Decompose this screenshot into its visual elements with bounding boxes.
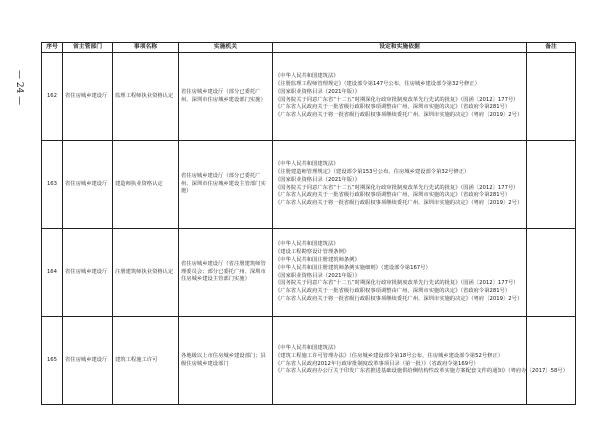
- row-department: 省住房城乡建设厅: [63, 317, 113, 405]
- row-item-name: 注册建筑师执业资格认定: [113, 229, 179, 317]
- row-item-name: 建造师执业资格认定: [113, 141, 179, 229]
- row-basis: [273, 317, 569, 405]
- basis-line: 《中华人民共和国建筑法》: [275, 161, 339, 168]
- row-item-name: 建筑工程施工许可: [113, 317, 179, 405]
- row-agency: 省住房城乡建设厅（部分已委托广州、深圳市住房城乡建设部门实施）: [179, 53, 273, 141]
- row-remarks: [527, 317, 576, 405]
- basis-line: 《广东省人民政府关于将一批省级行政职权事项继续委托广州、深圳市实施的决定》（粤府〔2019〕2号）: [275, 295, 523, 302]
- row-remarks: [527, 53, 576, 141]
- row-agency: 各地级以上市住房城乡建设部门；县级住房城乡建设部门: [179, 317, 273, 405]
- basis-line: 《中华人民共和国建筑法》: [275, 344, 339, 351]
- basis-line: 《注册建造师管理规定》（建设部令第153号公布，住房城乡建设部令第32号修正）: [275, 168, 470, 175]
- table-row: [42, 229, 576, 317]
- basis-line: 《国家职业资格目录（2021年版）》: [275, 88, 360, 95]
- row-serial: 164: [42, 229, 63, 317]
- table-row: [42, 317, 576, 405]
- header-remarks: 备注: [527, 43, 576, 53]
- table-row: [42, 141, 576, 229]
- row-remarks: [527, 141, 576, 229]
- page-number-text: — 24 —: [14, 70, 24, 106]
- header-department: 省主管部门: [63, 43, 113, 53]
- row-item-name: 监理工程师执业资格认定: [113, 53, 179, 141]
- basis-line: 《广东省人民政府关于一批省级行政职权事项调整由广州、深圳市实施的决定》（省政府令第281号）: [275, 288, 511, 295]
- basis-line: 《中华人民共和国注册建筑师条例实施细则》（建设部令第167号）: [275, 264, 431, 271]
- row-serial: 162: [42, 53, 63, 141]
- header-serial: 序号: [42, 43, 63, 53]
- basis-line: 《建设工程勘察设计管理条例》: [275, 249, 350, 256]
- header-agency: 实施机关: [179, 43, 273, 53]
- row-department: 省住房城乡建设厅: [63, 229, 113, 317]
- table-header-row: [42, 43, 576, 53]
- row-department: 省住房城乡建设厅: [63, 53, 113, 141]
- header-basis: 设定和实施依据: [273, 43, 527, 53]
- basis-line: 《广东省人民政府2012年行政审批制度改革事项目录（第一批）》（省政府令第169号）: [275, 360, 479, 367]
- basis-line: 《中华人民共和国注册建筑师条例》: [275, 256, 360, 263]
- basis-line: 《广东省人民政府关于一批省级行政职权事项调整由广州、深圳市实施的决定》（省政府令第281号）: [275, 104, 511, 111]
- row-agency: 省住房城乡建设厅（部分已委托广州、深圳市住房城乡建设主管部门实施）: [179, 141, 273, 229]
- header-item-name: 事项名称: [113, 43, 179, 53]
- basis-line: 《广东省人民政府关于将一批省级行政职权事项继续委托广州、深圳市实施的决定》（粤府〔2019〕2号）: [275, 200, 523, 207]
- basis-line: 《广东省人民政府办公厅关于印发广东省推进基础设施供给侧结构性改革实施方案配套文件的通知》（粤府办〔2017〕58号）: [275, 368, 569, 375]
- row-basis: [273, 229, 527, 317]
- basis-line: 《国家职业资格目录（2021年版）》: [275, 272, 360, 279]
- basis-line: 《建筑工程施工许可管理办法》（住房城乡建设部令第18号公布，住房城乡建设部令第52号修正）: [275, 352, 504, 359]
- row-department: 省住房城乡建设厅: [63, 141, 113, 229]
- basis-line: 《国务院关于同意广东省“十二五”时期深化行政审批制度改革先行先试的批复》（国函〔2012〕177号）: [275, 184, 519, 191]
- row-agency: 省住房城乡建设厅（省注册建筑师管理委员会；部分已委托广州、深圳市住房城乡建设主管部门实施）: [179, 229, 273, 317]
- basis-line: 《注册监理工程师管理规定》（建设部令第147号公布，住房城乡建设部令第32号修正）: [275, 80, 480, 87]
- row-serial: 165: [42, 317, 63, 405]
- basis-line: 《中华人民共和国建筑法》: [275, 241, 339, 248]
- row-basis: [273, 141, 527, 229]
- row-serial: 163: [42, 141, 63, 229]
- basis-line: 《中华人民共和国建筑法》: [275, 73, 339, 80]
- basis-line: 《广东省人民政府关于将一批省级行政职权事项继续委托广州、深圳市实施的决定》（粤府〔2019〕2号）: [275, 112, 523, 119]
- page-number: [10, 70, 28, 108]
- basis-line: 《国务院关于同意广东省“十二五”时期深化行政审批制度改革先行先试的批复》（国函〔2012〕177号）: [275, 96, 519, 103]
- basis-line: 《国务院关于同意广东省“十二五”时期深化行政审批制度改革先行先试的批复》（国函〔2012〕177号）: [275, 280, 519, 287]
- basis-line: 《国家职业资格目录（2021年版）》: [275, 176, 360, 183]
- row-remarks: [527, 229, 576, 317]
- basis-line: 《广东省人民政府关于一批省级行政职权事项调整由广州、深圳市实施的决定》（省政府令第281号）: [275, 192, 511, 199]
- table-row: [42, 53, 576, 141]
- administrative-items-table: [41, 42, 576, 405]
- row-basis: [273, 53, 527, 141]
